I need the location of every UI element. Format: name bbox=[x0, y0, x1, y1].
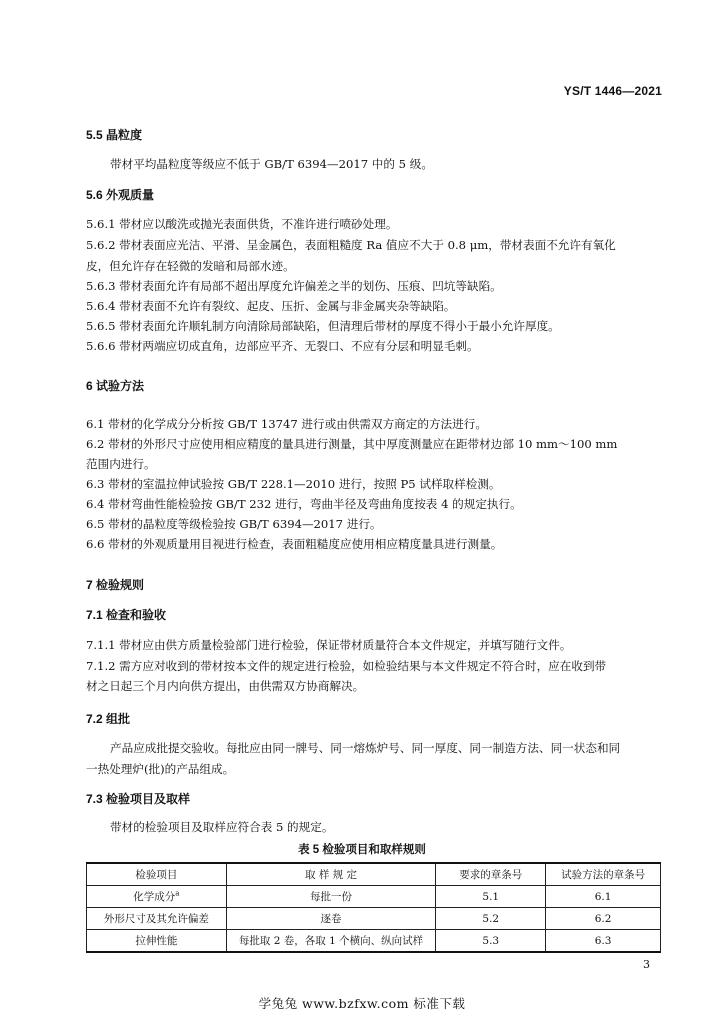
paragraph: 5.6.4 带材表面不允许有裂纹、起皮、压折、金属与非金属夹杂等缺陷。 bbox=[86, 299, 456, 313]
table-cell: 每批一份 bbox=[226, 886, 436, 908]
paragraph: 6.3 带材的室温拉伸试验按 GB/T 228.1—2010 进行，按照 P5 试样取样检测。 bbox=[86, 477, 501, 491]
section-heading: 7.1 检查和验收 bbox=[86, 608, 167, 622]
section-heading: 6 试验方法 bbox=[86, 379, 145, 393]
paragraph: 6.6 带材的外观质量用目视进行检查，表面粗糙度应使用相应精度量具进行测量。 bbox=[86, 537, 503, 551]
paragraph: 7.1.1 带材应由供方质量检验部门进行检验，保证带材质量符合本文件规定，并填写随行文件。 bbox=[86, 638, 572, 652]
document-number: YS/T 1446—2021 bbox=[563, 84, 662, 98]
paragraph: 6.4 带材弯曲性能检验按 GB/T 232 进行，弯曲半径及弯曲角度按表 4 的规定执行。 bbox=[86, 497, 522, 511]
table-row bbox=[87, 908, 661, 930]
table-header-cell: 取 样 规 定 bbox=[226, 863, 436, 886]
paragraph: 范围内进行。 bbox=[86, 457, 156, 471]
table-cell: 逐卷 bbox=[226, 908, 436, 930]
cell-text: 化学成分 bbox=[133, 891, 176, 903]
paragraph: 材之日起三个月内向供方提出，由供需双方协商解决。 bbox=[86, 679, 365, 693]
table-cell: 外形尺寸及其允许偏差 bbox=[87, 908, 227, 930]
section-heading: 7 检验规则 bbox=[86, 578, 145, 592]
paragraph: 5.6.6 带材两端应切成直角，边部应平齐、无裂口、不应有分层和明显毛刺。 bbox=[86, 339, 479, 353]
paragraph: 产品应成批提交验收。每批应由同一牌号、同一熔炼炉号、同一厚度、同一制造方法、同一状态和同 bbox=[110, 741, 621, 755]
section-heading: 7.2 组批 bbox=[86, 712, 131, 726]
footer-watermark: 学兔兔 www.bzfxw.com 标准下载 bbox=[258, 996, 466, 1011]
table-cell: 5.2 bbox=[436, 908, 546, 930]
table-row bbox=[87, 886, 661, 908]
paragraph: 皮，但允许存在轻微的发暗和局部水迹。 bbox=[86, 259, 295, 273]
table-caption: 表 5 检验项目和取样规则 bbox=[298, 844, 426, 856]
table-cell: 6.3 bbox=[546, 930, 661, 953]
table-cell: 6.2 bbox=[546, 908, 661, 930]
footnote-mark: a bbox=[175, 889, 180, 898]
paragraph: 6.2 带材的外形尺寸应使用相应精度的量具进行测量，其中厚度测量应在距带材边部 10 mm～100 mm bbox=[86, 437, 618, 451]
table-cell: 5.1 bbox=[436, 886, 546, 908]
paragraph: 6.1 带材的化学成分分析按 GB/T 13747 进行或由供需双方商定的方法进行。 bbox=[86, 417, 487, 431]
table-cell: 6.1 bbox=[546, 886, 661, 908]
section-heading: 7.3 检验项目及取样 bbox=[86, 792, 191, 806]
table-row bbox=[87, 930, 661, 953]
table-header-cell: 试验方法的章条号 bbox=[546, 863, 661, 886]
page-number: 3 bbox=[643, 958, 650, 971]
section-heading: 5.5 晶粒度 bbox=[86, 128, 143, 142]
table-cell: 拉伸性能 bbox=[87, 930, 227, 953]
table-header-cell: 检验项目 bbox=[87, 863, 227, 886]
inspection-table bbox=[86, 862, 661, 953]
paragraph: 5.6.5 带材表面允许顺轧制方向清除局部缺陷，但清理后带材的厚度不得小于最小允许厚度。 bbox=[86, 319, 560, 333]
paragraph: 一热处理炉(批)的产品组成。 bbox=[86, 762, 235, 776]
paragraph: 5.6.1 带材应以酸洗或抛光表面供货，不准许进行喷砂处理。 bbox=[86, 217, 398, 231]
paragraph: 6.5 带材的晶粒度等级检验按 GB/T 6394—2017 进行。 bbox=[86, 517, 382, 531]
table-cell: 5.3 bbox=[436, 930, 546, 953]
paragraph: 带材平均晶粒度等级应不低于 GB/T 6394—2017 中的 5 级。 bbox=[110, 157, 433, 171]
paragraph: 5.6.3 带材表面允许有局部不超出厚度允许偏差之半的划伤、压痕、凹坑等缺陷。 bbox=[86, 279, 502, 293]
table-cell bbox=[87, 886, 227, 908]
table-cell: 每批取 2 卷，各取 1 个横向、纵向试样 bbox=[226, 930, 436, 953]
section-heading: 5.6 外观质量 bbox=[86, 188, 155, 202]
paragraph: 5.6.2 带材表面应光洁、平滑、呈金属色，表面粗糙度 Ra 值应不大于 0.8 μm，带材表面不允许有氧化 bbox=[86, 238, 616, 252]
table-header-cell: 要求的章条号 bbox=[436, 863, 546, 886]
paragraph: 带材的检验项目及取样应符合表 5 的规定。 bbox=[110, 820, 334, 834]
table-header-row bbox=[87, 863, 661, 886]
paragraph: 7.1.2 需方应对收到的带材按本文件的规定进行检验，如检验结果与本文件规定不符合时，应在收到带 bbox=[86, 659, 607, 673]
